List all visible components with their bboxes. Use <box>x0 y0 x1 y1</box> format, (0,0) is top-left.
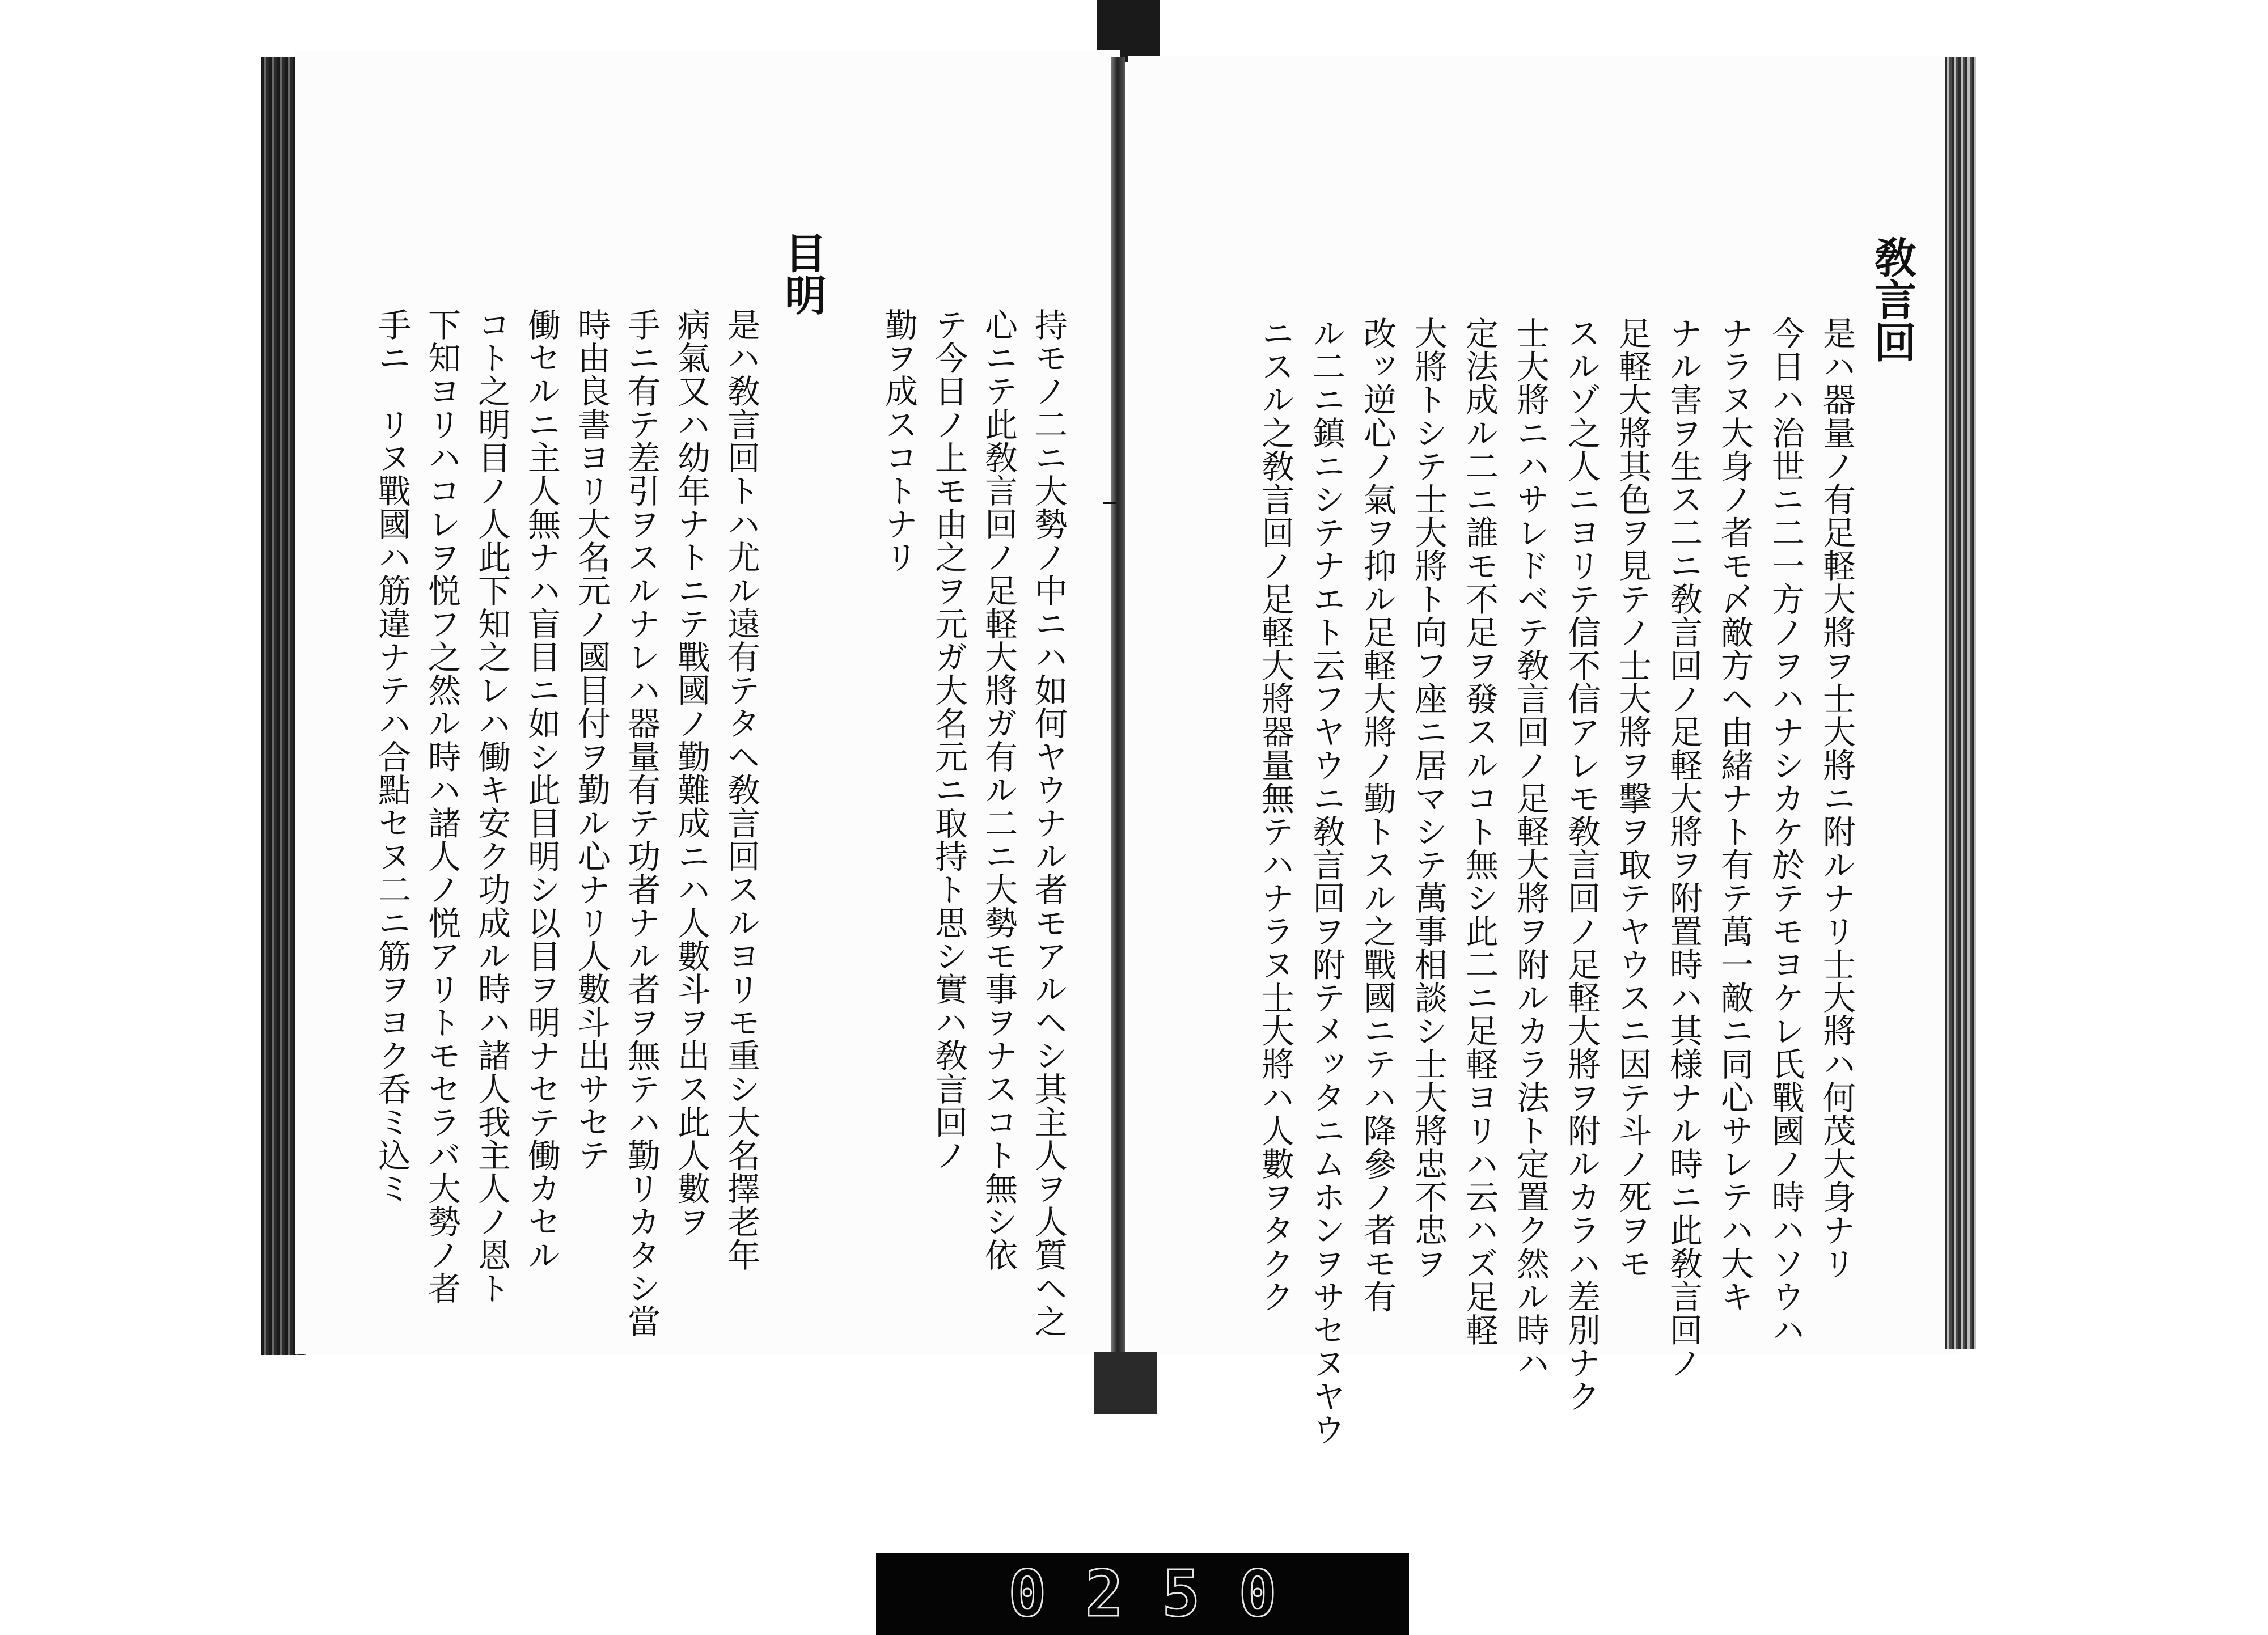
left-text-column: 勤ヲ成スコトナリ <box>879 308 918 574</box>
left-text-column: 下知ヨリハコレヲ悦フ之然ル時ハ諸人ノ悦アリトモセラバ大勢ノ者 <box>422 308 461 1304</box>
left-text-column: 持モノ二ニ大勢ノ中ニハ如何ヤウナル者モアルヘシ其主人ヲ人質ヘ之 <box>1029 308 1068 1338</box>
right-text-column: ル二ニ鎮ニシテナエト云フヤウニ敎言回ヲ附テメッタニムホンヲサセヌヤウ <box>1307 316 1345 1446</box>
left-text-column: 働セルニ主人無ナハ盲目ニ如シ此目明シ以目ヲ明ナセテ働カセル <box>522 308 561 1272</box>
spine-bottom-shadow <box>1094 1352 1157 1414</box>
frame-number: 0250 <box>1008 1557 1315 1631</box>
right-text-column: ナル害ヲ生ス二ニ敎言回ノ足軽大將ヲ附置時ハ其様ナル時ニ此敎言回ノ <box>1664 316 1703 1380</box>
right-text-column: ニスル之敎言回ノ足軽大將器量無テハナラヌ士大將ハ人數ヲタクク <box>1256 316 1294 1313</box>
right-page <box>1128 56 1959 1446</box>
left-text-column: 是ハ敎言回トハ尤ル遠有テタヘ敎言回スルヨリモ重シ大名擇老年 <box>722 308 760 1272</box>
left-text-column: 心ニテ此敎言回ノ足軽大將ガ有ル二ニ大勢モ事ヲナスコト無シ依 <box>979 308 1018 1272</box>
right-text-column: 士大將ニハサレドベテ敎言回ノ足軽大將ヲ附ルカラ法ト定置ク然ル時ハ <box>1511 316 1550 1380</box>
left-text-column: 手ニ リヌ戰國ハ筋違ナテハ合點セヌ二ニ筋ヲヨク呑ミ込ミ <box>373 308 411 1205</box>
left-text-column: 時由良書ヨリ大名元ノ國目付ヲ勤ル心ナリ人數斗出サセテ <box>572 308 611 1172</box>
margin-mark <box>1103 502 1116 504</box>
right-text-column: 今日ハ治世ニ二一方ノヲハナシカケ於テモヨケレ氏戰國ノ時ハソウハ <box>1766 316 1805 1346</box>
right-text-column: 大將トシテ士大將ト向フ座ニ居マシテ萬事相談シ士大將忠不忠ヲ <box>1409 316 1448 1280</box>
section-title: 目明 <box>778 231 827 316</box>
page-heading: 敎言回 <box>1868 236 1916 363</box>
right-text-column: スルゾ之人ニヨリテ信不信アレモ敎言回ノ足軽大將ヲ附ルカラハ差別ナク <box>1562 316 1601 1413</box>
left-page <box>295 50 1120 1354</box>
frame-number-stamp <box>876 1553 1409 1635</box>
right-text-column: 足軽大將其色ヲ見テノ士大將ヲ擊ヲ取テヤウスニ因テ斗ノ死ヲモ <box>1613 316 1652 1280</box>
right-text-column: 是ハ器量ノ有足軽大將ヲ士大將ニ附ルナリ士大將ハ何茂大身ナリ <box>1817 316 1856 1280</box>
left-text-column: コト之明目ノ人此下知之レハ働キ安ク功成ル時ハ諸人我主人ノ恩ト <box>472 308 511 1304</box>
left-text-column: 病氣又ハ幼年ナトニテ戰國ノ勤難成ニハ人數斗ヲ出ス此人數ヲ <box>672 308 710 1238</box>
left-text-column: テ今日ノ上モ由之ヲ元ガ大名元ニ取持ト思シ實ハ敎言回ノ <box>929 308 968 1172</box>
right-text-column: 改ッ逆心ノ氣ヲ抑ル足軽大將ノ勤トスル之戰國ニテハ降參ノ者モ有 <box>1358 316 1397 1313</box>
book-gutter <box>1111 57 1125 1361</box>
right-text-column: ナラヌ大身ノ者モ〆敵方ヘ由緒ナト有テ萬一敵ニ同心サレテハ大キ <box>1715 316 1754 1313</box>
left-text-column: 手ニ有テ差引ヲスルナレハ器量有テ功者ナル者ヲ無テハ勤リカタシ當 <box>622 308 661 1338</box>
right-text-column: 定法成ル二ニ誰モ不足ヲ發スルコト無シ此二ニ足軽ヨリハ云ハズ足軽 <box>1460 316 1499 1346</box>
right-page-edges <box>1945 57 1976 1349</box>
